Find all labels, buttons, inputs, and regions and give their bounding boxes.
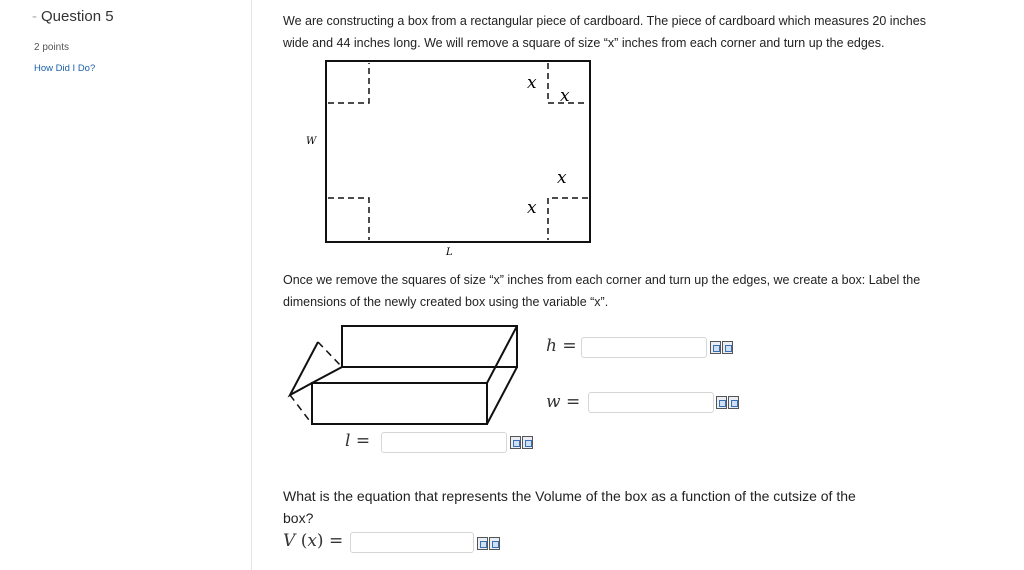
length-input[interactable] [381, 432, 507, 453]
volume-line-1: What is the equation that represents the Volume of the box as a function of the cutsize of the [283, 488, 856, 504]
volume-equation-label [283, 531, 343, 551]
equation-editor-icon[interactable] [710, 341, 721, 354]
l-equation-label [345, 431, 370, 451]
h-tools [710, 341, 733, 354]
corner-top-left [328, 63, 369, 103]
h-equals: = [562, 336, 577, 356]
label-x-top: x [527, 73, 537, 93]
preview-icon[interactable] [722, 341, 733, 354]
corner-bottom-right [548, 198, 588, 240]
height-input[interactable] [581, 337, 707, 358]
preview-icon[interactable] [728, 396, 739, 409]
box-back-wall [342, 326, 517, 367]
l-equals: = [355, 431, 371, 451]
equation-editor-icon[interactable] [716, 396, 727, 409]
x-variable: x [307, 531, 317, 551]
open-box-diagram [290, 326, 517, 424]
points-label: 2 points [34, 42, 70, 53]
intro-line-2: wide and 44 inches long. We will remove a square of size “x” inches from each corner and turn up the edges. [283, 36, 885, 50]
w-equation-label [546, 392, 580, 412]
close-paren: ) [316, 531, 324, 551]
box-front-wall [312, 383, 487, 424]
corner-cut-lines [328, 63, 588, 240]
w-variable: w [546, 392, 561, 412]
h-variable: h [546, 336, 557, 356]
label-x-top-right: x [560, 86, 570, 106]
open-paren: ( [300, 531, 308, 551]
label-w: W [306, 136, 317, 147]
volume-line-2: box? [283, 510, 314, 526]
volume-input[interactable] [350, 532, 474, 553]
equation-editor-icon[interactable] [477, 537, 488, 550]
w-equals: = [565, 392, 581, 412]
equation-editor-icon[interactable] [510, 436, 521, 449]
v-variable: V [283, 531, 296, 551]
label-x-bottom: x [527, 198, 537, 218]
volume-tools [477, 537, 500, 550]
volume-question [283, 485, 856, 529]
preview-icon[interactable] [489, 537, 500, 550]
label-l: L [446, 247, 453, 258]
question-title-text: Question 5 [41, 8, 114, 25]
label-x-right: x [557, 168, 567, 188]
w-tools [716, 396, 739, 409]
preview-icon[interactable] [522, 436, 533, 449]
second-line-2: dimensions of the newly created box using the variable “x”. [283, 295, 609, 309]
second-line-1: Once we remove the squares of size “x” inches from each corner and turn up the edges, we create a box: Label the [283, 273, 921, 287]
volume-equals: = [328, 531, 344, 551]
corner-bottom-left [328, 198, 369, 240]
box-left-floor-edge [312, 367, 342, 383]
width-input[interactable] [588, 392, 714, 413]
intro-line-1: We are constructing a box from a rectangular piece of cardboard. The piece of cardboard which measures 20 inches [283, 14, 926, 28]
how-did-i-do-link[interactable]: How Did I Do? [34, 63, 96, 74]
h-equation-label [546, 336, 577, 356]
cardboard-rect [326, 61, 590, 242]
l-variable: l [345, 431, 351, 451]
collapse-dash[interactable]: - [32, 8, 37, 25]
box-left-wall [290, 342, 318, 395]
l-tools [510, 436, 533, 449]
second-text [283, 269, 920, 313]
